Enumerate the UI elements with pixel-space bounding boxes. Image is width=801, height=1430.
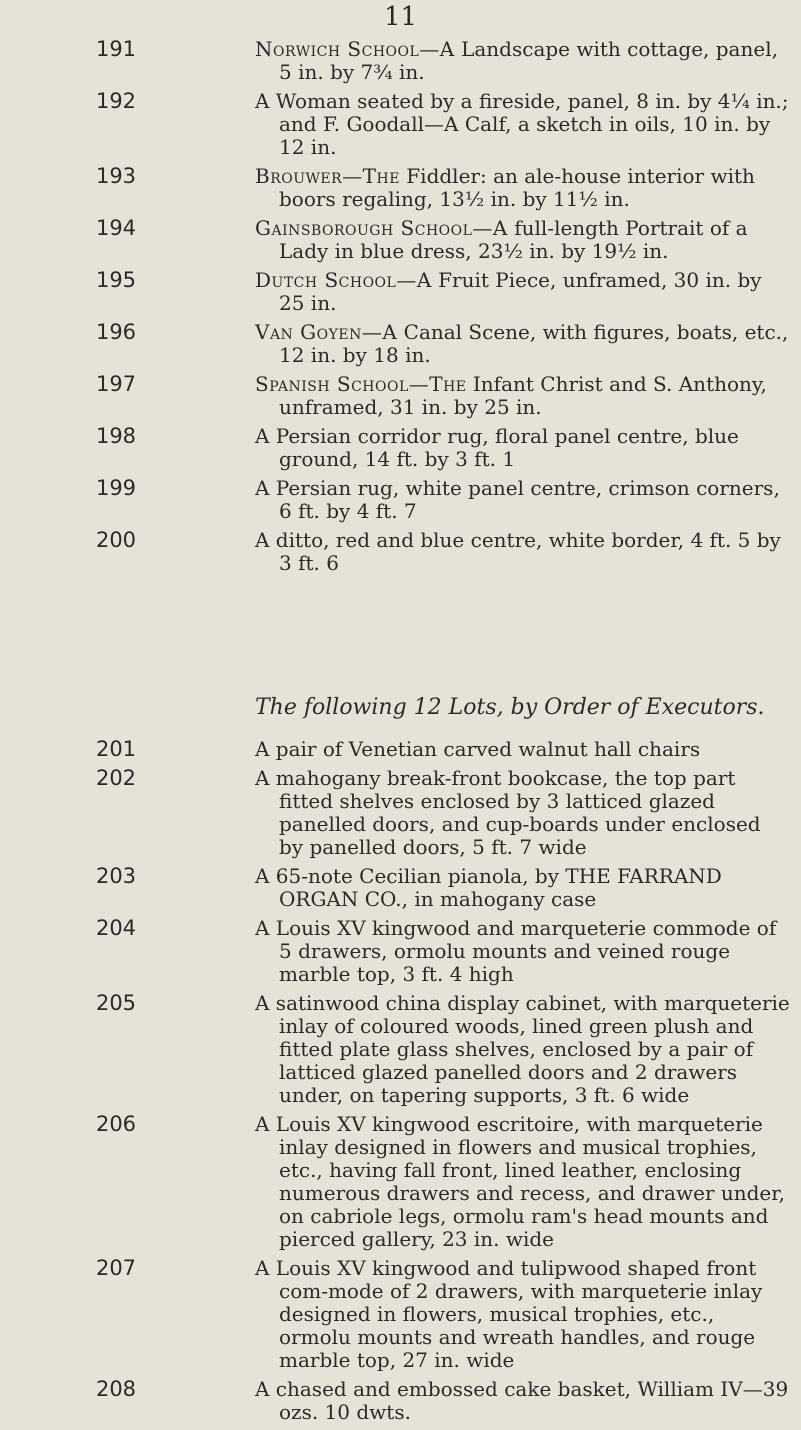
lot-detail: Canal Scene, with figures, boats, etc., 12 in. by 18 in. [279, 320, 789, 367]
lot-entry [0, 992, 801, 1107]
lot-artist: Gainsborough School—A [255, 216, 508, 240]
lot-detail: full-length Portrait of a Lady in blue dress, 23½ in. by 19½ in. [279, 216, 748, 263]
lot-detail: Landscape with cottage, panel, 5 in. by 7¾ in. [279, 37, 778, 84]
lot-number: 198 [95, 424, 137, 448]
lot-artist: Spanish School—The [255, 372, 467, 396]
lot-number: 206 [95, 1112, 137, 1136]
lot-description: A pair of Venetian carved walnut hall chairs [255, 737, 701, 761]
lot-detail: Fiddler: an ale-house interior with boors regaling, 13½ in. by 11½ in. [279, 164, 755, 211]
lot-number: 195 [95, 268, 137, 292]
lot-entry [0, 738, 801, 761]
lot-number: 196 [95, 320, 137, 344]
lot-description: A mahogany break-front bookcase, the top part fitted shelves enclosed by 3 latticed glazed panelled doors, and cup-boards under enclosed by panelled doors, 5 ft. 7 wide [255, 766, 761, 859]
lot-artist: Van Goyen—A [255, 320, 398, 344]
lot-description [255, 269, 791, 315]
lot-number: 204 [95, 916, 137, 940]
lot-entry [0, 1257, 801, 1372]
lot-entry [0, 917, 801, 986]
lots-furniture-section [0, 738, 801, 1430]
lot-entry [0, 90, 801, 159]
lot-description: A satinwood china display cabinet, with marqueterie inlay of coloured woods, lined green plush and fitted plate glass shelves, enclosed by a pair of latticed glazed panelled doors and 2 drawers under, on tapering supports, 3 ft. 6 wide [255, 991, 790, 1107]
lots-paintings-section [0, 38, 801, 581]
lot-number: 208 [95, 1377, 137, 1401]
lot-detail: Infant Christ and S. Anthony, unframed, 31 in. by 25 in. [279, 372, 767, 419]
lot-number: 192 [95, 89, 137, 113]
lot-detail: A Persian rug, white panel centre, crimson corners, 6 ft. by 4 ft. 7 [255, 476, 780, 523]
lot-entry [0, 425, 801, 471]
lot-number: 205 [95, 991, 137, 1015]
lot-number: 203 [95, 864, 137, 888]
lot-description [255, 321, 791, 367]
lot-description [255, 477, 791, 523]
lot-description [255, 90, 791, 159]
lot-detail: A ditto, red and blue centre, white border, 4 ft. 5 by 3 ft. 6 [255, 528, 781, 575]
lot-entry [0, 217, 801, 263]
lot-entry [0, 1378, 801, 1424]
lot-entry [0, 1113, 801, 1251]
lot-entry [0, 373, 801, 419]
lot-entry [0, 38, 801, 84]
lot-description [255, 529, 791, 575]
lot-number: 207 [95, 1256, 137, 1280]
lot-description: A Louis XV kingwood escritoire, with marqueterie inlay designed in flowers and musical trophies, etc., having fall front, lined leather, enclosing numerous drawers and recess, and drawer under, on cabriole legs, ormolu ram's head mounts and pierced gallery, 23 in. wide [255, 1112, 785, 1251]
lot-number: 200 [95, 528, 137, 552]
lot-entry [0, 269, 801, 315]
lot-number: 193 [95, 164, 137, 188]
lot-description [255, 425, 791, 471]
page-number: 11 [383, 2, 418, 32]
lot-entry [0, 477, 801, 523]
lot-detail: A Woman seated by a fireside, panel, 8 in. by 4¼ in.; and F. Goodall—A Calf, a sketch in oils, 10 in. by 12 in. [255, 89, 789, 159]
lot-description: A chased and embossed cake basket, William IV—39 ozs. 10 dwts. [255, 1377, 789, 1424]
lot-detail: Fruit Piece, unframed, 30 in. by 25 in. [279, 268, 762, 315]
lot-description: A Louis XV kingwood and marqueterie commode of 5 drawers, ormolu mounts and veined rouge marble top, 3 ft. 4 high [255, 916, 777, 986]
executors-notice: The following 12 Lots, by Order of Executors. [255, 695, 765, 720]
lot-entry [0, 165, 801, 211]
lot-detail: A Persian corridor rug, floral panel centre, blue ground, 14 ft. by 3 ft. 1 [255, 424, 739, 471]
lot-artist: Dutch School—A [255, 268, 432, 292]
lot-description [255, 38, 791, 84]
lot-number: 202 [95, 766, 137, 790]
lot-description [255, 217, 791, 263]
lot-number: 201 [95, 737, 137, 761]
lot-description [255, 165, 791, 211]
lot-entry [0, 767, 801, 859]
lot-artist: Brouwer—The [255, 164, 400, 188]
lot-artist: Norwich School—A [255, 37, 455, 61]
lot-number: 194 [95, 216, 137, 240]
lot-description: A 65-note Cecilian pianola, by THE FARRAND ORGAN CO., in mahogany case [255, 864, 722, 911]
lot-description [255, 373, 791, 419]
lot-description: A Louis XV kingwood and tulipwood shaped front com-mode of 2 drawers, with marqueterie inlay designed in flowers, musical trophies, etc., ormolu mounts and wreath handles, and rouge marble top, 27 in. wide [255, 1256, 763, 1372]
lot-entry [0, 865, 801, 911]
lot-entry [0, 321, 801, 367]
lot-number: 199 [95, 476, 137, 500]
lot-entry [0, 529, 801, 575]
lot-number: 191 [95, 37, 137, 61]
lot-number: 197 [95, 372, 137, 396]
